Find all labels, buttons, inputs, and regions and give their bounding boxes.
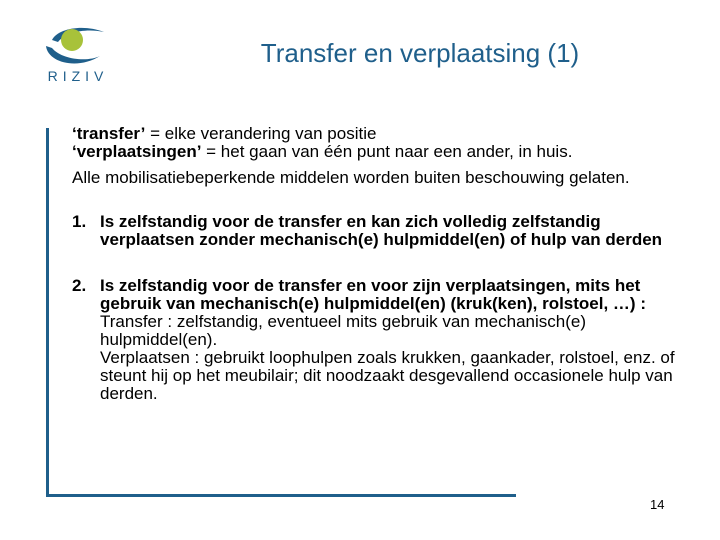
sub-item-transfer: Transfer : zelfstandig, eventueel mits gebruik van mechanisch(e) hulpmiddel(en). [100,312,586,349]
list-text: Is zelfstandig voor de transfer en voor zijn verplaatsingen, mits het gebruik van mechanisch(e) hulpmiddel(en) (kruk(ken), rolstoel, …) : [100,276,646,313]
definition-transfer [72,125,692,143]
list-text: Is zelfstandig voor de transfer en kan zich volledig zelfstandig verplaatsen zonder mechanisch(e) hulpmiddel(en) of hulp van derden [100,212,663,249]
riziv-logo-icon [38,18,118,73]
definition-text: = het gaan van één punt naar een ander, in huis. [201,142,573,161]
page-number: 14 [650,497,665,512]
sub-item-verplaatsen: Verplaatsen : gebruikt loophulpen zoals krukken, gaankader, rolstoel, enz. of steunt hij op het meubilair; dit noodzaakt desgevallend occasionele hulp van derden. [100,348,675,403]
bottom-rule [46,494,516,497]
logo-text: RIZIV [47,68,109,84]
definition-term: ‘verplaatsingen’ [72,142,202,161]
definition-term: ‘transfer’ [72,124,146,143]
slide-title: Transfer en verplaatsing (1) [260,38,580,68]
note-paragraph: Alle mobilisatiebeperkende middelen worden buiten beschouwing gelaten. [72,168,630,187]
definition-verplaatsingen [72,143,692,161]
list-item-2 [72,277,692,313]
list-number: 2. [72,276,87,295]
definition-text: = elke verandering van positie [145,124,377,143]
left-rule [46,128,49,494]
list-number: 1. [72,212,87,231]
list-item-1 [72,213,692,249]
slide-content [72,125,692,403]
